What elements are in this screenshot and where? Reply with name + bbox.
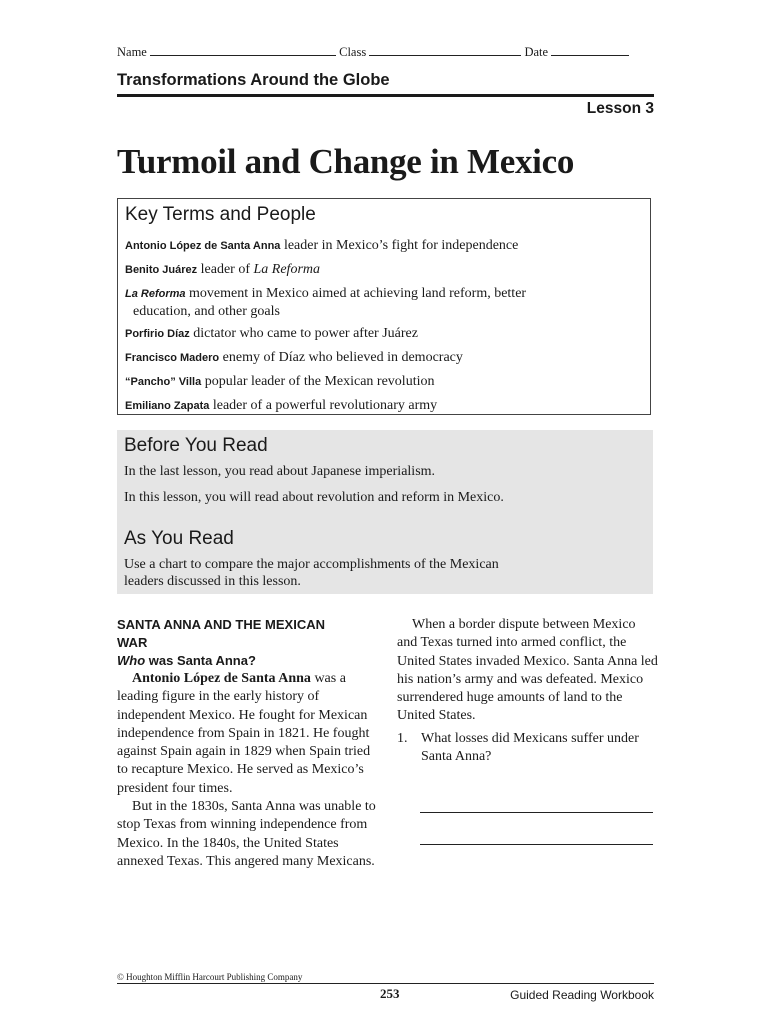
paragraph-2: But in the 1830s, Santa Anna was unable to stop Texas from winning independence from Mexico. In the 1840s, the United States annexed Texas. This angered many Mexicans. [117,799,376,869]
term-name: La Reforma [125,288,186,300]
footer-rule [117,983,654,984]
header-rule [117,94,654,97]
section-heading [117,616,379,652]
subheading-rest: was Santa Anna? [145,653,256,668]
date-label: Date [524,45,549,59]
page-title: Turmoil and Change in Mexico [117,142,575,181]
class-label: Class [339,45,367,59]
right-column [397,616,659,766]
question-text: What losses did Mexicans suffer under Santa Anna? [421,730,639,765]
term-definition: enemy of Díaz who believed in democracy [222,350,463,365]
term-name: Emiliano Zapata [125,400,210,412]
term-name: “Pancho” Villa [125,376,202,388]
term-definition-cont: education, and other goals [133,304,280,319]
question-1 [397,730,659,767]
unit-title: Transformations Around the Globe [117,71,390,89]
name-label: Name [117,45,147,59]
section-heading-line2: WAR [117,635,148,650]
term-la-reforma [125,285,640,320]
paragraph-1 [117,670,379,798]
term-zapata [125,397,640,415]
term-name: Antonio López de Santa Anna [125,240,281,252]
class-blank[interactable] [369,44,521,56]
reading-guide-box [117,430,653,594]
term-madero [125,349,640,367]
subheading-italic: Who [117,653,146,668]
question-number: 1. [397,730,408,746]
before-you-read-p2: In this lesson, you will read about revolution and reform in Mexico. [124,490,504,505]
left-column [117,616,379,871]
before-you-read-p1: In the last lesson, you read about Japanese imperialism. [124,464,436,479]
term-santa-anna [125,237,640,255]
term-definition: leader in Mexico’s fight for independence [283,238,519,253]
section-heading-line1: SANTA ANNA AND THE MEXICAN [117,617,325,632]
workbook-name: Guided Reading Workbook [510,988,654,1002]
date-blank[interactable] [551,44,629,56]
key-terms-box [117,198,651,415]
answer-line-2[interactable] [420,844,653,845]
before-you-read-heading: Before You Read [124,435,268,456]
term-villa [125,373,640,391]
term-diaz [125,325,640,343]
page-number: 253 [380,986,400,1001]
term-name: Benito Juárez [125,264,198,276]
name-class-date-line [117,44,657,60]
term-definition-italic: La Reforma [253,262,320,277]
paragraph-3: When a border dispute between Mexico and Texas turned into armed conflict, the United States invaded Mexico. Santa Anna led his nation’s army and was defeated. Mexico surrendered huge amounts of land to the United States. [397,617,658,724]
term-name: Francisco Madero [125,352,220,364]
term-juarez [125,261,640,279]
paragraph-1-bold: Antonio López de Santa Anna [132,671,311,686]
as-you-read-heading: As You Read [124,528,234,549]
name-blank[interactable] [150,44,336,56]
answer-line-1[interactable] [420,812,653,813]
section-subheading [117,652,379,670]
term-definition: dictator who came to power after Juárez [193,326,418,341]
term-definition: popular leader of the Mexican revolution [204,374,435,389]
term-definition: movement in Mexico aimed at achieving land reform, better [189,286,527,301]
as-you-read-line1: Use a chart to compare the major accomplishments of the Mexican [124,557,499,572]
term-name: Porfirio Díaz [125,328,190,340]
copyright-notice: © Houghton Mifflin Harcourt Publishing Company [117,972,303,982]
term-definition: leader of a powerful revolutionary army [212,398,438,413]
as-you-read-line2: leaders discussed in this lesson. [124,574,301,589]
lesson-label: Lesson 3 [586,100,654,117]
term-definition-prefix: leader of [200,262,250,277]
key-terms-heading: Key Terms and People [125,204,316,225]
paragraph-1-rest: was a leading figure in the early history of independent Mexico. He fought for Mexican independence from Spain in 1821. He fought against Spain again in 1829 when Spain tried to recapture Mexico. He served as Mexico’s president four times. [117,671,371,796]
